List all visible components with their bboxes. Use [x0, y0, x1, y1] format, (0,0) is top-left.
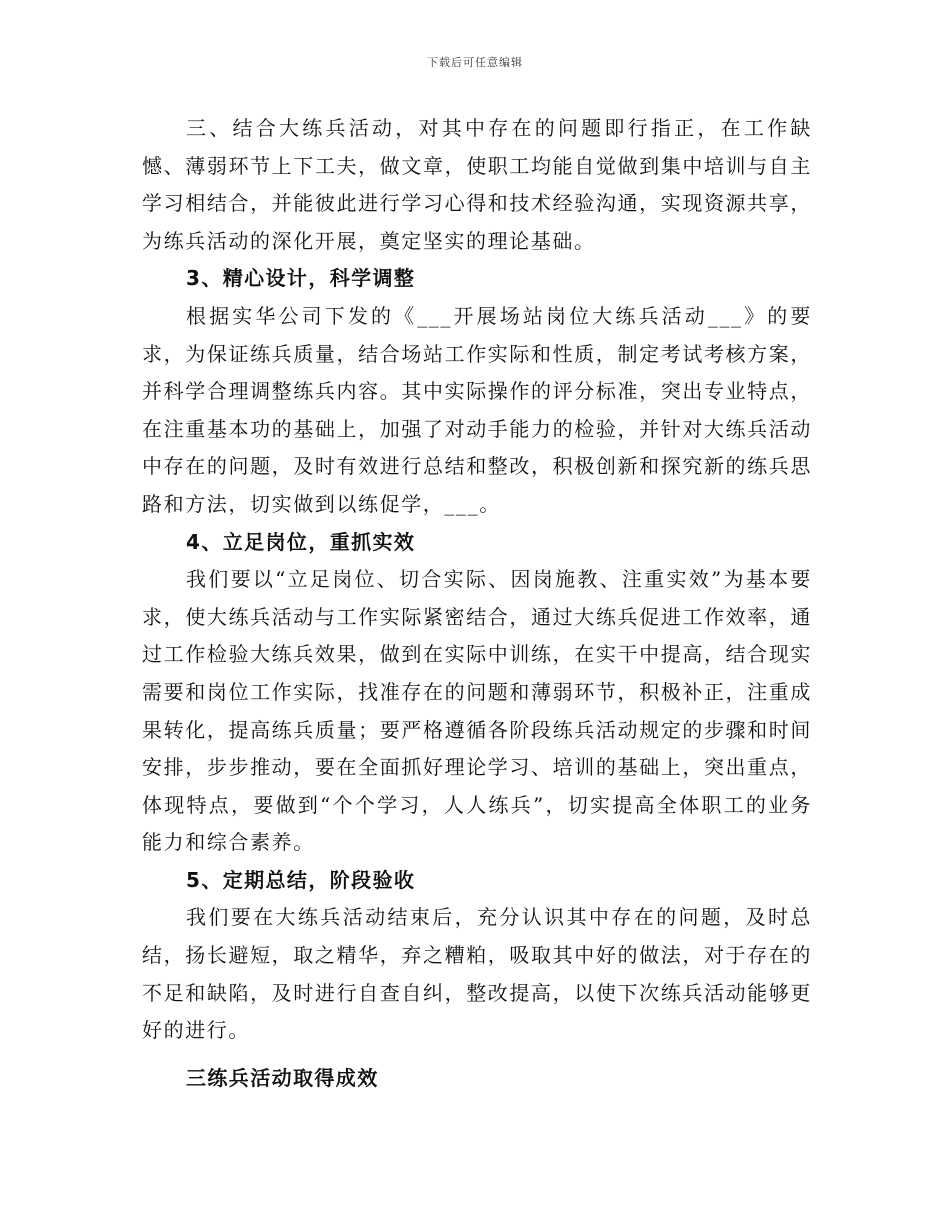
heading-training-results: 三练兵活动取得成效: [186, 1065, 379, 1090]
paragraph-section-three: 三、结合大练兵活动，对其中存在的问题即行指正，在工作缺憾、薄弱环节上下工夫，做文章，使职工均能自觉做到集中培训与自主学习相结合，并能彼此进行学习心得和技术经验沟通，实现资源共享，为练兵活动的深化开展，奠定坚实的理论基础。: [142, 116, 812, 253]
page-header-note: 下载后可任意编辑: [427, 56, 523, 69]
heading-post-results: 4、立足岗位，重抓实效: [186, 529, 416, 554]
paragraph-design-adjust: 根据实华公司下发的《___开展场站岗位大练兵活动___》的要求，为保证练兵质量，结合场站工作实际和性质，制定考试考核方案，并科学合理调整练兵内容。其中实际操作的评分标准，突出专业特点，在注重基本功的基础上，加强了对动手能力的检验，并针对大练兵活动中存在的问题，及时有效进行总结和整改，积极创新和探究新的练兵思路和方法，切实做到以练促学，___。: [142, 303, 812, 516]
heading-design-adjust: 3、精心设计，科学调整: [186, 266, 416, 291]
paragraph-post-results: 我们要以“立足岗位、切合实际、因岗施教、注重实效”为基本要求，使大练兵活动与工作实际紧密结合，通过大练兵促进工作效率，通过工作检验大练兵效果，做到在实际中训练，在实干中提高，结合现实需要和岗位工作实际，找准存在的问题和薄弱环节，积极补正，注重成果转化，提高练兵质量；要严格遵循各阶段练兵活动规定的步骤和时间安排，步步推动，要在全面抓好理论学习、培训的基础上，突出重点，体现特点，要做到“个个学习，人人练兵”，切实提高全体职工的业务能力和综合素养。: [142, 567, 812, 855]
section-spacer: [142, 1050, 812, 1060]
paragraph-periodic-summary: 我们要在大练兵活动结束后，充分认识其中存在的问题，及时总结，扬长避短，取之精华，弃之糟粕，吸取其中好的做法，对于存在的不足和缺陷，及时进行自查自纠，整改提高，以使下次练兵活动能够更好的进行。: [142, 905, 812, 1043]
heading-periodic-summary: 5、定期总结，阶段验收: [186, 867, 416, 892]
document-body: [142, 110, 812, 1097]
